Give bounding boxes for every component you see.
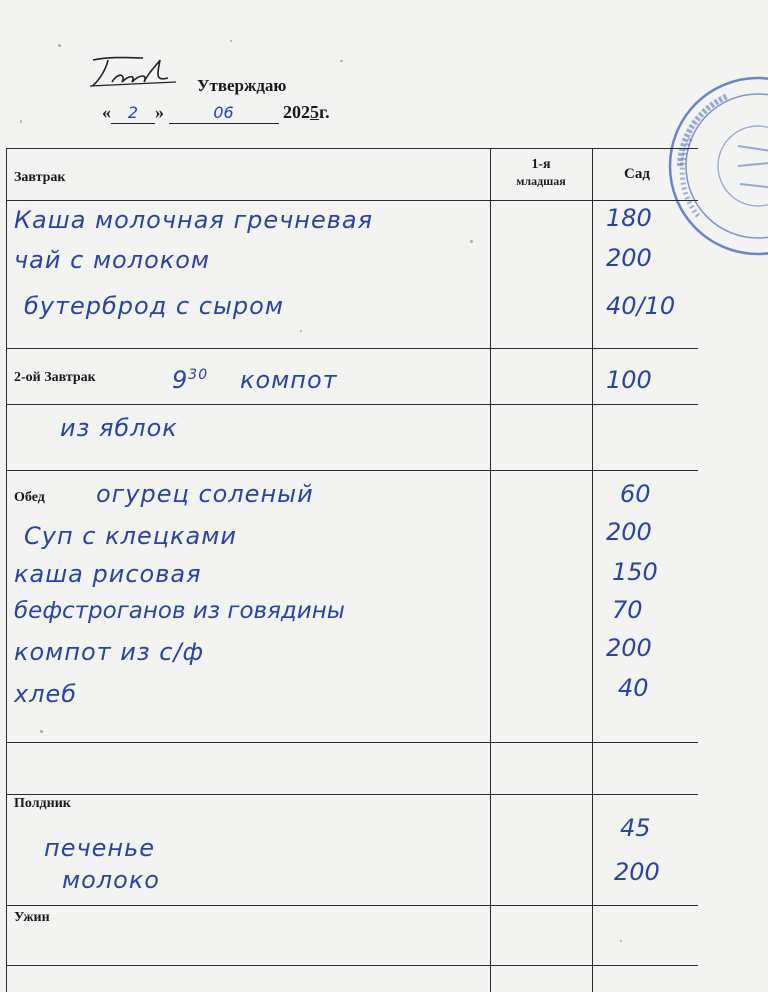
lunch-qty-5: 200 xyxy=(606,634,652,662)
date-suffix: г. xyxy=(319,102,330,122)
approve-label: Утверждаю xyxy=(197,76,287,95)
breakfast-dish-1: Каша молочная гречневая xyxy=(14,206,374,234)
lunch-qty-4: 70 xyxy=(612,596,643,624)
section-lunch: Обед xyxy=(14,490,45,505)
breakfast-qty-2: 200 xyxy=(606,244,652,272)
col-header-young-line2: младшая xyxy=(516,174,566,188)
lunch-dish-2: Суп с клецками xyxy=(24,522,237,550)
section-breakfast2: 2-ой Завтрак xyxy=(14,370,96,385)
lunch-qty-2: 200 xyxy=(606,518,652,546)
section-dinner: Ужин xyxy=(14,910,50,925)
col-header-breakfast: Завтрак xyxy=(14,170,66,185)
lunch-dish-1: огурец соленый xyxy=(96,480,314,508)
breakfast2-dish-2: из яблок xyxy=(60,414,178,442)
breakfast-qty-3: 40/10 xyxy=(606,292,676,320)
official-stamp xyxy=(668,66,768,266)
lunch-dish-4: бефстроганов из говядины xyxy=(14,598,345,624)
snack-dish-1: печенье xyxy=(44,834,156,862)
breakfast2-time-hour: 9 xyxy=(172,366,189,394)
date-year-prefix: 202 xyxy=(283,102,310,122)
date-month: 06 xyxy=(213,103,234,122)
lunch-dish-5: компот из с/ф xyxy=(14,638,205,666)
date-year-digit: 5 xyxy=(310,102,319,122)
breakfast2-time-minutes: 30 xyxy=(188,367,209,383)
signature xyxy=(88,52,178,92)
breakfast-dish-3: бутерброд с сыром xyxy=(24,292,284,320)
col-header-young-line1: 1-я xyxy=(531,157,551,172)
breakfast2-time xyxy=(172,366,208,394)
lunch-qty-1: 60 xyxy=(620,480,651,508)
lunch-qty-6: 40 xyxy=(618,674,649,702)
breakfast-dish-2: чай с молоком xyxy=(14,246,211,274)
lunch-qty-3: 150 xyxy=(612,558,658,586)
approval-date: « 2 » 06 2025г. xyxy=(102,102,330,122)
snack-qty-1: 45 xyxy=(620,814,651,842)
breakfast-qty-1: 180 xyxy=(606,204,652,232)
section-snack: Полдник xyxy=(14,796,71,811)
breakfast2-dish-1: компот xyxy=(240,366,338,394)
lunch-dish-3: каша рисовая xyxy=(14,560,202,588)
lunch-dish-6: хлеб xyxy=(14,680,78,708)
date-day: 2 xyxy=(127,103,139,122)
col-header-garden: Сад xyxy=(624,166,650,182)
breakfast2-qty: 100 xyxy=(606,366,652,394)
col-header-young xyxy=(495,156,587,190)
snack-dish-2: молоко xyxy=(62,866,160,894)
snack-qty-2: 200 xyxy=(614,858,660,886)
